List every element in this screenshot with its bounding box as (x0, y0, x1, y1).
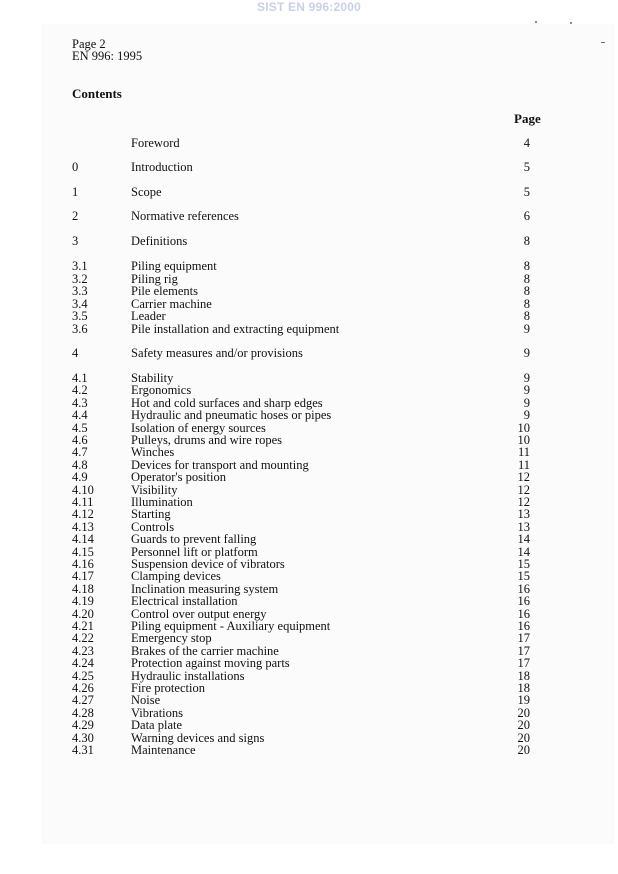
toc-entry (0, 137, 618, 150)
toc-number: 4 (72, 346, 79, 360)
standard-id: EN 996: 1995 (72, 49, 143, 63)
toc-title: Suspension device of vibrators (131, 557, 285, 571)
toc-number: 4.3 (72, 395, 88, 410)
toc-title: Maintenance (131, 743, 196, 757)
toc-number: 4.7 (72, 445, 88, 460)
toc-title: Piling equipment (131, 259, 217, 273)
toc-title: Clamping devices (131, 569, 221, 584)
toc-page: 17 (517, 631, 530, 646)
toc-number: 3.1 (72, 259, 88, 273)
toc-page: 20 (517, 730, 530, 745)
toc-number: 4.1 (72, 371, 88, 385)
toc-number: 2 (72, 209, 79, 223)
toc-number: 4.8 (72, 457, 88, 472)
toc-number: 4.30 (72, 730, 94, 745)
toc-number: 3.5 (72, 309, 88, 323)
toc-page: 20 (517, 705, 530, 720)
scan-speck (570, 22, 572, 24)
toc-number: 4.13 (72, 519, 94, 534)
toc-page: 16 (517, 581, 530, 596)
toc-page: 9 (523, 408, 530, 423)
toc-title: Ergonomics (131, 383, 192, 398)
toc-title: Visibility (131, 482, 178, 497)
toc-title: Isolation of energy sources (131, 420, 266, 435)
toc-page: 15 (517, 557, 530, 571)
toc-number: 4.21 (72, 619, 94, 633)
toc-title: Normative references (131, 209, 239, 223)
toc-entry (0, 186, 618, 199)
toc-title: Winches (131, 445, 175, 460)
toc-title: Hot and cold surfaces and sharp edges (131, 395, 323, 410)
toc-title: Stability (131, 371, 174, 385)
toc-title: Foreword (131, 136, 180, 150)
toc-page: 9 (523, 383, 530, 398)
toc-page: 9 (523, 346, 530, 360)
toc-page: 13 (517, 507, 530, 522)
toc-number: 4.14 (72, 532, 94, 547)
toc-title: Controls (131, 519, 175, 534)
toc-page: 9 (523, 395, 530, 410)
toc-title: Fire protection (131, 681, 205, 695)
page-header (72, 38, 142, 62)
toc-number: 3.6 (72, 321, 88, 336)
toc-page: 19 (517, 693, 530, 708)
toc-number: 4.6 (72, 433, 88, 447)
toc-page: 12 (517, 495, 530, 509)
toc-page: 18 (517, 681, 530, 695)
toc-number: 4.19 (72, 594, 94, 609)
toc-title: Leader (131, 309, 166, 323)
toc-title: Pile elements (131, 284, 198, 298)
toc-page: 16 (517, 594, 530, 609)
toc-number: 4.10 (72, 482, 94, 497)
toc-page: 8 (523, 284, 530, 298)
toc-number: 4.29 (72, 718, 94, 733)
toc-page: 6 (523, 209, 530, 223)
toc-title: Inclination measuring system (131, 581, 279, 596)
toc-subentry (0, 323, 618, 336)
toc-page: 9 (523, 371, 530, 385)
toc-page: 13 (517, 519, 530, 534)
toc-page: 5 (523, 160, 530, 174)
scan-speck (535, 21, 537, 23)
toc-title: Scope (131, 185, 162, 199)
toc-title: Brakes of the carrier machine (131, 643, 279, 658)
toc-number: 4.16 (72, 557, 94, 571)
toc-title: Protection against moving parts (131, 656, 290, 671)
contents-heading: Contents (72, 86, 122, 101)
toc-page: 8 (523, 271, 530, 286)
toc-number: 4.4 (72, 408, 88, 423)
toc-number: 3.4 (72, 296, 88, 311)
toc-page: 20 (517, 718, 530, 733)
toc-title: Vibrations (131, 705, 184, 720)
toc-page: 18 (517, 668, 530, 683)
toc-page: 9 (523, 321, 530, 336)
toc-number: 4.22 (72, 631, 94, 646)
toc-title: Control over output energy (131, 606, 267, 621)
toc-number: 0 (72, 160, 79, 174)
toc-entry (0, 161, 618, 174)
toc-number: 4.2 (72, 383, 88, 398)
toc-title: Hydraulic and pneumatic hoses or pipes (131, 408, 332, 423)
toc-number: 3.3 (72, 284, 88, 298)
toc-page: 5 (523, 185, 530, 199)
toc-title: Pile installation and extracting equipment (131, 321, 340, 336)
toc-title: Data plate (131, 718, 183, 733)
toc-number: 4.15 (72, 544, 94, 559)
toc-page: 12 (517, 482, 530, 497)
toc-page: 8 (523, 309, 530, 323)
toc-number: 4.27 (72, 693, 94, 708)
toc-title: Warning devices and signs (131, 730, 265, 745)
toc-page: 10 (517, 433, 530, 447)
toc-page: 14 (517, 544, 530, 559)
toc-page: 10 (517, 420, 530, 435)
toc-number: 3 (72, 234, 79, 248)
toc-number: 4.20 (72, 606, 94, 621)
toc-number: 4.24 (72, 656, 94, 671)
toc-page: 8 (523, 259, 530, 273)
toc-page: 17 (517, 643, 530, 658)
toc-title: Illumination (131, 495, 193, 509)
toc-entry (0, 210, 618, 223)
toc-number: 1 (72, 185, 79, 199)
toc-page: 8 (523, 234, 530, 248)
toc-title: Devices for transport and mounting (131, 457, 309, 472)
toc-title: Personnel lift or platform (131, 544, 258, 559)
toc-title: Piling equipment - Auxiliary equipment (131, 619, 331, 633)
toc-title: Guards to prevent falling (131, 532, 257, 547)
toc-number: 4.17 (72, 569, 94, 584)
toc-title: Introduction (131, 160, 193, 174)
scan-speck (601, 42, 605, 43)
toc-title: Piling rig (131, 271, 178, 286)
toc-title: Pulleys, drums and wire ropes (131, 433, 283, 447)
toc-page: 16 (517, 606, 530, 621)
toc-page: 11 (517, 457, 530, 472)
toc-number: 4.31 (72, 743, 94, 757)
toc-title: Operator's position (131, 470, 226, 485)
toc-title: Carrier machine (131, 296, 212, 311)
toc-page: 4 (523, 136, 530, 150)
toc-page: 15 (517, 569, 530, 584)
toc-number: 4.25 (72, 668, 94, 683)
toc-number: 4.12 (72, 507, 94, 522)
toc-entry (0, 347, 618, 360)
toc-number: 4.9 (72, 470, 88, 485)
toc-title: Starting (131, 507, 171, 522)
toc-title: Safety measures and/or provisions (131, 346, 303, 360)
toc-title: Electrical installation (131, 594, 238, 609)
toc-subentry (0, 744, 618, 757)
toc-number: 4.11 (72, 495, 94, 509)
watermark: SIST EN 996:2000 (257, 0, 361, 14)
toc-number: 4.23 (72, 643, 94, 658)
toc-title: Noise (131, 693, 161, 708)
toc-title: Emergency stop (131, 631, 212, 646)
toc-page: 16 (517, 619, 530, 633)
toc-title: Definitions (131, 234, 188, 248)
toc-number: 4.18 (72, 581, 94, 596)
toc-page: 20 (517, 743, 530, 757)
toc-page: 14 (517, 532, 530, 547)
toc-title: Hydraulic installations (131, 668, 245, 683)
toc-page: 8 (523, 296, 530, 311)
toc-page: 12 (517, 470, 530, 485)
page-column-heading: Page (514, 111, 541, 126)
toc-page: 11 (517, 445, 530, 460)
toc-number: 4.5 (72, 420, 88, 435)
toc-number: 3.2 (72, 271, 88, 286)
page-number: Page 2 (72, 37, 106, 51)
toc-page: 17 (517, 656, 530, 671)
toc-entry (0, 235, 618, 248)
toc-number: 4.28 (72, 705, 94, 720)
toc-number: 4.26 (72, 681, 94, 695)
